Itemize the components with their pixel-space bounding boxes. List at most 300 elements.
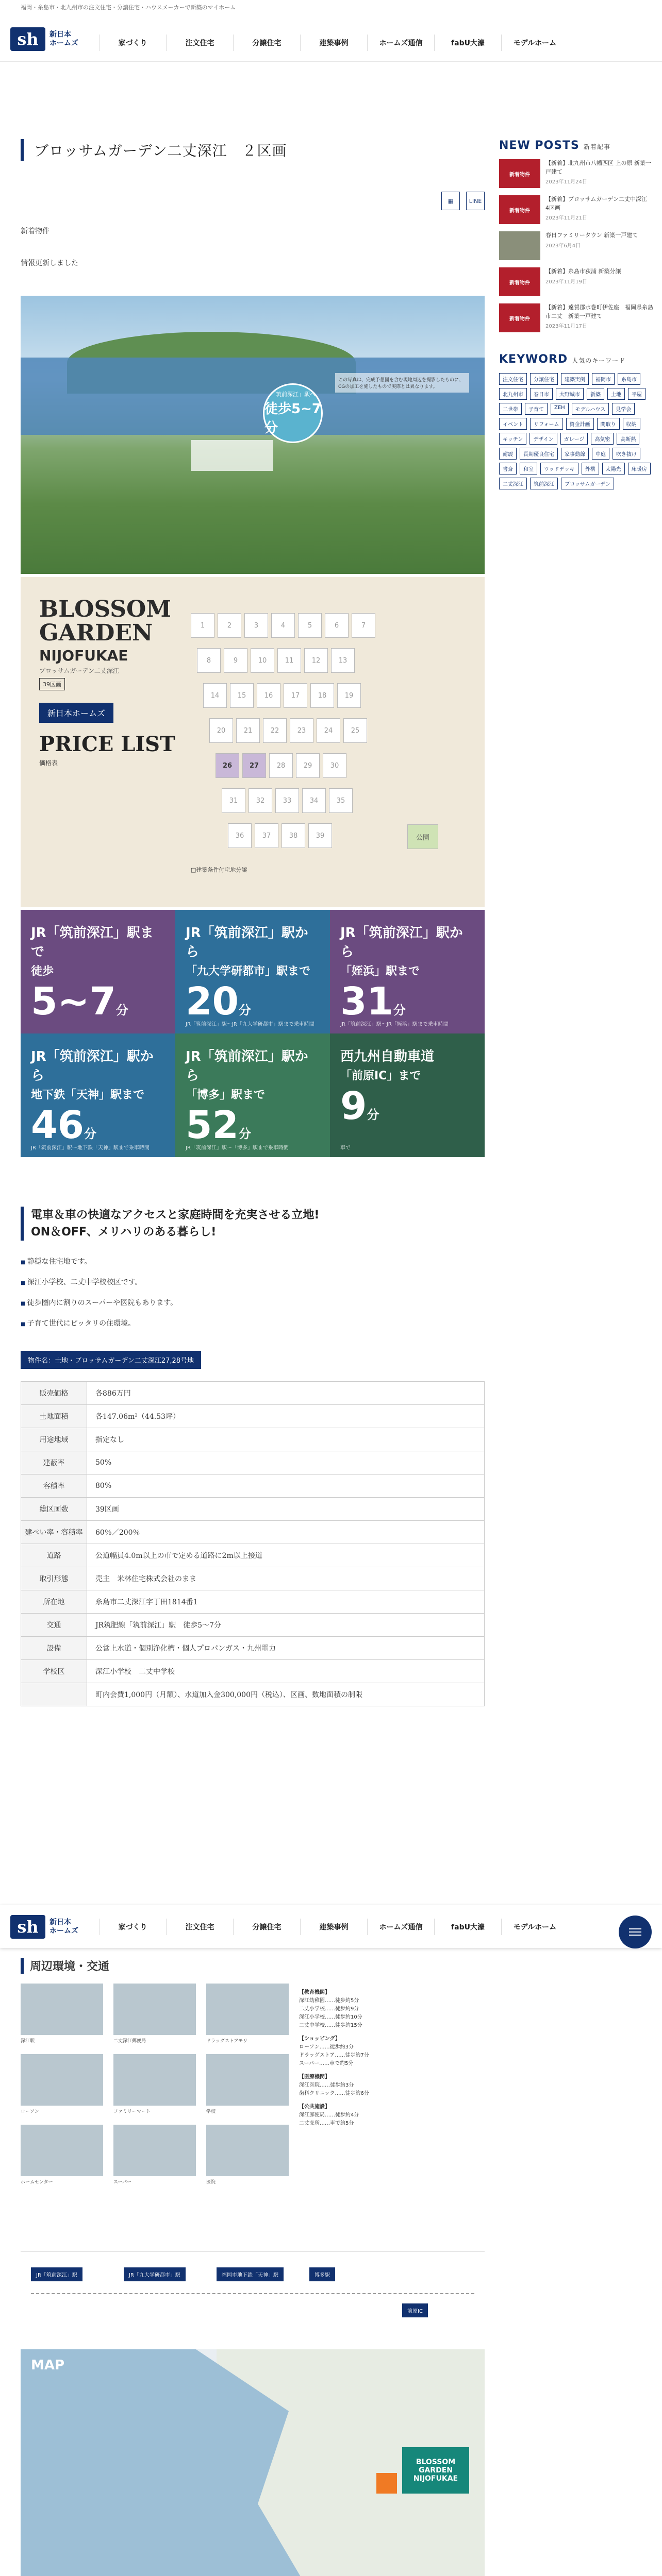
access-line-1: JR「筑前深江」駅から bbox=[31, 1049, 154, 1083]
spec-key: 所在地 bbox=[21, 1590, 87, 1614]
site-logo[interactable] bbox=[10, 27, 78, 51]
nav-item-news[interactable]: ホームズ通信 bbox=[367, 35, 434, 51]
access-line-1: 西九州自動車道 bbox=[340, 1049, 435, 1064]
post-title: 【新着】北九州市八幡西区 上の原 新築一戸建て bbox=[545, 160, 651, 175]
environment-item: 二丈小学校……徒歩約9分 bbox=[299, 2006, 359, 2012]
spec-row bbox=[21, 1405, 485, 1428]
map-site-badge: BLOSSOM GARDEN NIJOFUKAE bbox=[402, 2447, 469, 2494]
environment-item: ローソン……徒歩約3分 bbox=[299, 2044, 354, 2050]
keyword-heading bbox=[499, 353, 654, 366]
photo-placeholder bbox=[113, 1984, 196, 2035]
hamburger-menu-icon[interactable] bbox=[619, 1916, 652, 1948]
keyword-sub: 人気のキーワード bbox=[572, 357, 626, 364]
environment-section bbox=[21, 1984, 485, 2185]
bullet-item: ■ 徒歩圏内に割りのスーパーや医院もあります。 bbox=[21, 1297, 485, 1308]
new-listing-tag: 新着物件 bbox=[21, 227, 49, 235]
environment-item: 深江郵便局……徒歩約4分 bbox=[299, 2112, 359, 2118]
keyword-tag[interactable]: ガレージ bbox=[560, 433, 588, 445]
lot-5: 5 bbox=[298, 613, 322, 638]
environment-photos bbox=[21, 1984, 289, 2185]
keyword-tag[interactable]: 床暖房 bbox=[628, 463, 651, 474]
spec-key: 建蔽率 bbox=[21, 1451, 87, 1475]
access-line-1: JR「筑前深江」駅から bbox=[186, 925, 308, 960]
price-list-flyer bbox=[21, 577, 485, 907]
spec-key: 道路 bbox=[21, 1544, 87, 1567]
spec-key: 取引形態 bbox=[21, 1567, 87, 1590]
access-tile bbox=[330, 1033, 485, 1157]
lot-39: 39 bbox=[308, 823, 332, 848]
keyword-tag[interactable]: モデルハウス bbox=[572, 403, 609, 415]
access-time: 52分 bbox=[186, 1103, 251, 1147]
access-tile bbox=[175, 910, 330, 1033]
spec-key: 用途地域 bbox=[21, 1428, 87, 1451]
logo-mark: sh bbox=[10, 27, 45, 51]
route-node: JR「九大学研都市」駅 bbox=[124, 2267, 186, 2281]
access-foot: JR「筑前深江」駅〜JR「九大学研都市」駅まで乗車時間 bbox=[186, 1022, 315, 1027]
lot-35: 35 bbox=[329, 788, 353, 813]
nav-item-fabu[interactable]: fabU大濠 bbox=[434, 1919, 501, 1935]
post-date: 2023年11月19日 bbox=[545, 279, 587, 285]
access-foot: 車で bbox=[340, 1145, 351, 1151]
lot-37: 37 bbox=[255, 823, 278, 848]
price-list-branding bbox=[21, 577, 180, 907]
keyword-tag[interactable]: 和室 bbox=[520, 463, 537, 474]
spec-key: 販売価格 bbox=[21, 1382, 87, 1405]
spec-value: 80% bbox=[87, 1475, 485, 1498]
spec-row bbox=[21, 1498, 485, 1521]
access-line-2: 「前原IC」まで bbox=[340, 1070, 421, 1082]
spec-key: 学校区 bbox=[21, 1660, 87, 1683]
photo-caption: ドラッグストアモリ bbox=[206, 2039, 248, 2044]
new-posts-heading bbox=[499, 139, 654, 152]
lot-8: 8 bbox=[197, 648, 221, 673]
new-posts-sub: 新着記事 bbox=[583, 143, 610, 150]
keyword-tag[interactable]: イベント bbox=[499, 418, 527, 430]
post-date: 2023年11月24日 bbox=[545, 179, 587, 185]
access-line-1: JR「筑前深江」駅から bbox=[340, 925, 463, 960]
lot-13: 13 bbox=[331, 648, 355, 673]
lot-33: 33 bbox=[275, 788, 299, 813]
photo-placeholder bbox=[206, 2125, 289, 2176]
title-accent-bar bbox=[21, 139, 24, 161]
access-tile bbox=[175, 1033, 330, 1157]
spec-key: 建ぺい率・容積率 bbox=[21, 1521, 87, 1544]
route-node: 福岡市地下鉄「天神」駅 bbox=[217, 2267, 284, 2281]
share-grid-icon[interactable]: ▦ bbox=[441, 192, 460, 210]
keyword-tag[interactable]: 建築実例 bbox=[561, 373, 589, 385]
keyword-tag[interactable]: 土地 bbox=[607, 388, 625, 400]
keyword-tag[interactable]: 高気密 bbox=[591, 433, 614, 445]
lot-count-badge: 39区画 bbox=[39, 678, 65, 690]
route-node: 博多駅 bbox=[309, 2267, 335, 2281]
logo-text-2: ホームズ bbox=[49, 1926, 78, 1935]
spec-row bbox=[21, 1451, 485, 1475]
nav-item-examples[interactable]: 建築事例 bbox=[300, 1919, 367, 1935]
post-date: 2023年6月4日 bbox=[545, 243, 581, 249]
keyword-tag[interactable]: 春日市 bbox=[530, 388, 553, 400]
lot-12: 12 bbox=[304, 648, 328, 673]
feature-headline bbox=[21, 1207, 485, 1241]
lot-29: 29 bbox=[296, 753, 320, 778]
environment-item: 二丈中学校……徒歩約15分 bbox=[299, 2023, 362, 2028]
logo-text bbox=[49, 30, 78, 48]
photo-caption: ローソン bbox=[21, 2109, 39, 2114]
lot-28: 28 bbox=[269, 753, 293, 778]
access-line-2: 地下鉄「天神」駅まで bbox=[31, 1089, 145, 1101]
keyword-tag[interactable]: 高断熱 bbox=[617, 433, 639, 445]
photo-caption: 深江駅 bbox=[21, 2039, 35, 2044]
access-grid bbox=[21, 910, 485, 1157]
aerial-sea bbox=[21, 358, 485, 435]
spec-row bbox=[21, 1475, 485, 1498]
spec-value: JR筑肥線「筑前深江」駅 徒歩5～7分 bbox=[87, 1614, 485, 1637]
environment-category: 【医療機関】 bbox=[299, 2074, 330, 2080]
logo-text-2: ホームズ bbox=[49, 39, 78, 47]
keyword-tag[interactable]: 中庭 bbox=[592, 448, 609, 460]
route-node: JR「筑前深江」駅 bbox=[31, 2267, 82, 2281]
access-time: 20分 bbox=[186, 979, 251, 1024]
environment-photo bbox=[206, 2125, 289, 2185]
access-foot: JR「筑前深江」駅〜地下鉄「天神」駅まで乗車時間 bbox=[31, 1145, 150, 1151]
nav-item-fabu[interactable]: fabU大濠 bbox=[434, 35, 501, 51]
spec-key bbox=[21, 1683, 87, 1706]
environment-item: 二丈支所……車で約5分 bbox=[299, 2121, 354, 2126]
nav-item-examples[interactable]: 建築事例 bbox=[300, 35, 367, 51]
headline-line-2: ON＆OFF、メリハリのある暮らし! bbox=[31, 1226, 217, 1239]
spec-row bbox=[21, 1382, 485, 1405]
spec-row bbox=[21, 1567, 485, 1590]
lot-36: 36 bbox=[228, 823, 252, 848]
feature-bullets bbox=[21, 1256, 485, 1328]
keyword-tag[interactable]: 注文住宅 bbox=[499, 373, 527, 385]
photo-caption: ファミリーマート bbox=[113, 2109, 151, 2114]
keyword-tag[interactable]: 間取り bbox=[597, 418, 620, 430]
spec-value: 公道幅員4.0m以上の市で定める道路に2m以上接道 bbox=[87, 1544, 485, 1567]
environment-photo bbox=[113, 1984, 196, 2044]
spec-value: 指定なし bbox=[87, 1428, 485, 1451]
keyword-tag[interactable]: 平屋 bbox=[628, 388, 646, 400]
spec-table bbox=[21, 1381, 485, 1706]
environment-item: 深江幼稚園……徒歩約5分 bbox=[299, 1998, 359, 2004]
access-time: 5~7分 bbox=[31, 979, 128, 1024]
keyword-tag[interactable]: 太陽光 bbox=[602, 463, 625, 474]
aerial-photo bbox=[21, 296, 485, 574]
lot-38: 38 bbox=[282, 823, 305, 848]
spec-row bbox=[21, 1660, 485, 1683]
park-lot: 公園 bbox=[407, 824, 438, 849]
photo-placeholder bbox=[21, 2054, 103, 2106]
environment-photo bbox=[21, 1984, 103, 2044]
lot-14: 14 bbox=[203, 683, 227, 708]
sticky-nav bbox=[99, 1919, 568, 1935]
route-line bbox=[31, 2293, 474, 2294]
nav-item-model-home[interactable]: モデルホーム bbox=[501, 1919, 568, 1935]
lot-31: 31 bbox=[222, 788, 245, 813]
keyword-tag[interactable]: 収納 bbox=[623, 418, 640, 430]
lot-19: 19 bbox=[337, 683, 361, 708]
route-diagram bbox=[21, 2251, 485, 2339]
badge-time: 徒歩5~7分 bbox=[264, 401, 321, 436]
access-foot: JR「筑前深江」駅〜「博多」駅まで乗車時間 bbox=[186, 1145, 289, 1151]
spec-row bbox=[21, 1614, 485, 1637]
access-line-1: JR「筑前深江」駅まで bbox=[31, 925, 154, 960]
post-title: 春日ファミリータウン 新築一戸建て bbox=[545, 232, 638, 239]
spec-value: 各147.06m²（44.53坪） bbox=[87, 1405, 485, 1428]
article-main bbox=[21, 62, 485, 1706]
photo-caption: 二丈深江郵便局 bbox=[113, 2039, 146, 2044]
photo-placeholder bbox=[21, 1984, 103, 2035]
environment-category: 【公共施設】 bbox=[299, 2104, 330, 2110]
map-label: MAP bbox=[31, 2358, 65, 2373]
keyword-tag[interactable]: 外構 bbox=[582, 463, 599, 474]
brand-nijofukae: NIJOFUKAE bbox=[39, 647, 128, 665]
lot-1: 1 bbox=[191, 613, 214, 638]
photo-caption: 医院 bbox=[206, 2180, 216, 2185]
spec-row bbox=[21, 1521, 485, 1544]
access-line-1: JR「筑前深江」駅から bbox=[186, 1049, 308, 1083]
lot-map bbox=[180, 598, 469, 886]
photo-placeholder bbox=[113, 2054, 196, 2106]
spec-key: 交通 bbox=[21, 1614, 87, 1637]
brand-blossom: BLOSSOM bbox=[39, 596, 172, 622]
info-updated-text: 情報更新しました bbox=[21, 259, 78, 267]
spec-row bbox=[21, 1590, 485, 1614]
lot-15: 15 bbox=[230, 683, 254, 708]
photo-caption: 学校 bbox=[206, 2109, 216, 2114]
spec-key: 土地面積 bbox=[21, 1405, 87, 1428]
nav-item-subdivision[interactable]: 分譲住宅 bbox=[233, 35, 300, 51]
keyword-tag[interactable]: 家事動線 bbox=[561, 448, 589, 460]
nav-item-model-home[interactable]: モデルホーム bbox=[501, 35, 568, 51]
keyword-list bbox=[499, 373, 654, 489]
photo-placeholder bbox=[21, 2125, 103, 2176]
environment-photo bbox=[113, 2125, 196, 2185]
spec-value: 50% bbox=[87, 1451, 485, 1475]
environment-list bbox=[299, 1984, 485, 2185]
lot-26: 26 bbox=[216, 753, 239, 778]
spec-row bbox=[21, 1428, 485, 1451]
post-thumbnail: 新着物件 bbox=[499, 267, 540, 296]
sidebar-post[interactable] bbox=[499, 267, 654, 296]
map-site-mark bbox=[376, 2473, 397, 2494]
keyword-tag[interactable]: 二世帯 bbox=[499, 403, 522, 415]
lot-24: 24 bbox=[317, 718, 340, 743]
lot-7: 7 bbox=[352, 613, 375, 638]
nav-item-custom-home[interactable]: 注文住宅 bbox=[166, 35, 233, 51]
sticky-logo[interactable] bbox=[10, 1915, 78, 1939]
keyword-tag[interactable]: 筑前深江 bbox=[530, 478, 558, 489]
nav-item-iezukuri[interactable]: 家づくり bbox=[99, 1919, 166, 1935]
brand-kana: ブロッサムガーデン二丈深江 bbox=[39, 667, 119, 675]
top-navbar bbox=[0, 11, 662, 62]
bullet-item: ■ 静穏な住宅地です。 bbox=[21, 1256, 485, 1266]
keyword-tag[interactable]: 子育て bbox=[525, 403, 548, 415]
access-time: 9分 bbox=[340, 1084, 379, 1128]
lot-legend: □建築条件付宅地分譲 bbox=[191, 867, 247, 873]
lot-4: 4 bbox=[271, 613, 295, 638]
post-date: 2023年11月21日 bbox=[545, 215, 587, 221]
area-map bbox=[21, 2349, 485, 2576]
header-note: 福岡・糸島市・北九州市の注文住宅・分譲住宅・ハウスメーカーで新築のマイホーム bbox=[21, 4, 236, 11]
keyword-tag[interactable]: 二丈深江 bbox=[499, 478, 527, 489]
post-title: 【新着】遠賀郡水巻町伊佐座 福岡県糸島市二丈 新築一戸建て bbox=[545, 304, 653, 319]
post-title: 【新着】ブロッサムガーデン二丈中深江 4区画 bbox=[545, 196, 653, 211]
spec-key: 設備 bbox=[21, 1637, 87, 1660]
bullet-item: ■ 深江小学校、二丈中学校校区です。 bbox=[21, 1277, 485, 1287]
lot-16: 16 bbox=[257, 683, 280, 708]
maker-badge: 新日本ホームズ bbox=[39, 703, 113, 723]
spec-value: 糸島市二丈深江字丁田1814番1 bbox=[87, 1590, 485, 1614]
logo-text-1: 新日本 bbox=[49, 30, 71, 39]
lot-27: 27 bbox=[242, 753, 266, 778]
keyword-tag[interactable]: ウッドデッキ bbox=[540, 463, 578, 474]
photo-caption: ホームセンター bbox=[21, 2180, 53, 2185]
headline-line-1: 電車＆車の快適なアクセスと家庭時間を充実させる立地! bbox=[31, 1209, 320, 1222]
spec-key: 容積率 bbox=[21, 1475, 87, 1498]
photo-placeholder bbox=[206, 2054, 289, 2106]
keyword-tag[interactable]: 大野城市 bbox=[556, 388, 584, 400]
keyword-tag[interactable]: 糸島市 bbox=[618, 373, 640, 385]
lot-11: 11 bbox=[277, 648, 301, 673]
badge-station: 「筑前深江」駅へ bbox=[270, 391, 316, 398]
spec-row bbox=[21, 1637, 485, 1660]
keyword-tag[interactable]: 福岡市 bbox=[592, 373, 615, 385]
lot-18: 18 bbox=[310, 683, 334, 708]
environment-item: 深江小学校……徒歩約10分 bbox=[299, 2014, 362, 2020]
photo-placeholder bbox=[206, 1984, 289, 2035]
sidebar bbox=[499, 62, 654, 1706]
keyword-tag[interactable]: 書斎 bbox=[499, 463, 517, 474]
aerial-site-marker bbox=[191, 440, 273, 471]
post-date: 2023年11月17日 bbox=[545, 324, 587, 329]
sidebar-post[interactable] bbox=[499, 303, 654, 332]
lot-6: 6 bbox=[325, 613, 349, 638]
route-node: 前原IC bbox=[402, 2303, 428, 2317]
lot-9: 9 bbox=[224, 648, 247, 673]
spec-value: 公営上水道・個別浄化槽・個人プロパンガス・九州電力 bbox=[87, 1637, 485, 1660]
keyword-tag[interactable]: 見学会 bbox=[612, 403, 635, 415]
spec-value: 各886万円 bbox=[87, 1382, 485, 1405]
access-line-2: 「姪浜」駅まで bbox=[340, 965, 420, 978]
environment-item: 深江医院……徒歩約3分 bbox=[299, 2082, 354, 2088]
logo-text bbox=[49, 1918, 78, 1936]
keyword-tag[interactable]: 分譲住宅 bbox=[530, 373, 558, 385]
environment-photo bbox=[21, 2125, 103, 2185]
bullet-item: ■ 子育て世代にピッタリの住環境。 bbox=[21, 1318, 485, 1328]
property-outline-tag: 物件名：土地・ブロッサムガーデン二丈深江27,28号地 bbox=[21, 1351, 201, 1369]
nav-item-custom-home[interactable]: 注文住宅 bbox=[166, 1919, 233, 1935]
nav-item-subdivision[interactable]: 分譲住宅 bbox=[233, 1919, 300, 1935]
keyword-tag[interactable]: デザイン bbox=[529, 433, 557, 445]
keyword-tag[interactable]: 吹き抜け bbox=[613, 448, 640, 460]
sidebar-post[interactable] bbox=[499, 231, 654, 260]
environment-photo bbox=[113, 2054, 196, 2114]
keyword-tag[interactable]: 資金計画 bbox=[566, 418, 594, 430]
main-nav bbox=[99, 35, 568, 51]
keyword-tag[interactable]: 長期優良住宅 bbox=[520, 448, 558, 460]
logo-text-1: 新日本 bbox=[49, 1918, 71, 1926]
logo-mark: sh bbox=[10, 1915, 45, 1939]
lot-30: 30 bbox=[323, 753, 346, 778]
spec-row bbox=[21, 1683, 485, 1706]
post-thumbnail: 新着物件 bbox=[499, 159, 540, 188]
access-tile bbox=[21, 1033, 175, 1157]
post-title: 【新着】糸島市荻浦 新築分譲 bbox=[545, 268, 621, 275]
page-title-row bbox=[21, 139, 485, 161]
walk-time-badge bbox=[263, 383, 323, 443]
access-line-2: 「博多」駅まで bbox=[186, 1089, 266, 1101]
lot-22: 22 bbox=[263, 718, 287, 743]
lot-3: 3 bbox=[244, 613, 268, 638]
environment-heading: 周辺環境・交通 bbox=[21, 1958, 485, 1974]
lot-21: 21 bbox=[236, 718, 260, 743]
keyword-tag[interactable]: 北九州市 bbox=[499, 388, 527, 400]
post-thumbnail: 新着物件 bbox=[499, 195, 540, 224]
brand-garden: GARDEN bbox=[39, 620, 153, 647]
access-foot: JR「筑前深江」駅〜JR「姪浜」駅まで乗車時間 bbox=[340, 1022, 449, 1027]
spec-value: 60％／200％ bbox=[87, 1521, 485, 1544]
lot-10: 10 bbox=[251, 648, 274, 673]
environment-photo bbox=[206, 2054, 289, 2114]
aerial-note: この写真は、完成予想図を含む現地周辺を撮影したものに、CGの加工を施したもので実際とは異なります。 bbox=[335, 373, 469, 393]
access-tile bbox=[330, 910, 485, 1033]
price-list-sub: 価格表 bbox=[39, 759, 58, 767]
keyword-title: KEYWORD bbox=[499, 353, 568, 366]
access-tile bbox=[21, 910, 175, 1033]
access-line-2: 徒歩 bbox=[31, 965, 54, 978]
post-thumbnail bbox=[499, 231, 540, 260]
keyword-tag[interactable]: キッチン bbox=[499, 433, 526, 445]
access-line-2: 「九大学研都市」駅まで bbox=[186, 965, 311, 978]
environment-photo bbox=[206, 1984, 289, 2044]
spec-row bbox=[21, 1544, 485, 1567]
environment-item: 歯科クリニック……徒歩約6分 bbox=[299, 2091, 369, 2096]
environment-photo bbox=[21, 2054, 103, 2114]
spec-value: 売主 米林住宅株式会社のまま bbox=[87, 1567, 485, 1590]
share-line-button[interactable]: LINE bbox=[466, 192, 485, 210]
keyword-tag[interactable]: リフォーム bbox=[530, 418, 563, 430]
nav-item-news[interactable]: ホームズ通信 bbox=[367, 1919, 434, 1935]
lot-23: 23 bbox=[290, 718, 313, 743]
photo-caption: スーパー bbox=[113, 2180, 132, 2185]
spec-key: 総区画数 bbox=[21, 1498, 87, 1521]
lot-17: 17 bbox=[284, 683, 307, 708]
lot-34: 34 bbox=[302, 788, 326, 813]
spec-value: 深江小学校 二丈中学校 bbox=[87, 1660, 485, 1683]
keyword-tag[interactable]: 新築 bbox=[587, 388, 604, 400]
share-row bbox=[21, 192, 485, 210]
environment-category: 【教育機関】 bbox=[299, 1990, 330, 1995]
page-title: ブロッサムガーデン二丈深江 ２区画 bbox=[34, 142, 287, 159]
lot-25: 25 bbox=[343, 718, 367, 743]
sidebar-post[interactable] bbox=[499, 159, 654, 188]
photo-placeholder bbox=[113, 2125, 196, 2176]
keyword-tag[interactable]: 耐震 bbox=[499, 448, 517, 460]
access-time: 31分 bbox=[340, 979, 406, 1024]
nav-item-iezukuri[interactable]: 家づくり bbox=[99, 35, 166, 51]
spec-value: 町内会費1,000円（月額）、水道加入金300,000円（税込）、区画、数地面積の制限 bbox=[87, 1683, 485, 1706]
price-list-title: PRICE LIST bbox=[39, 732, 175, 757]
post-thumbnail: 新着物件 bbox=[499, 303, 540, 332]
environment-item: ドラッグストア……徒歩約7分 bbox=[299, 2053, 369, 2058]
lot-32: 32 bbox=[249, 788, 272, 813]
sidebar-post[interactable] bbox=[499, 195, 654, 224]
sticky-navbar bbox=[0, 1905, 662, 1948]
environment-item: スーパー……車で約5分 bbox=[299, 2061, 354, 2066]
keyword-tag[interactable]: ZEH bbox=[551, 403, 569, 415]
environment-category: 【ショッピング】 bbox=[299, 2036, 340, 2042]
keyword-tag[interactable]: ブロッサムガーデン bbox=[561, 478, 614, 489]
